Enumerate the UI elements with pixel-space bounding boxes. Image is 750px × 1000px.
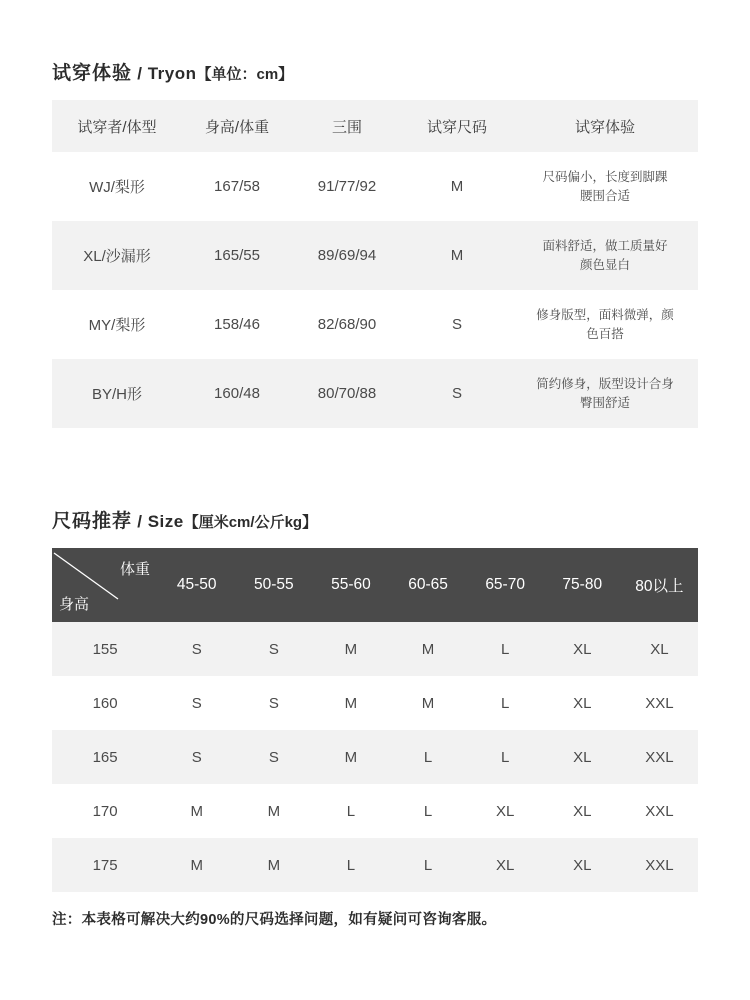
tryon-experience-table (52, 100, 698, 428)
size-cell: XL (544, 838, 621, 892)
tryon-heading-separator: / (132, 64, 148, 83)
size-cell: S (235, 676, 312, 730)
cell-measurements: 91/77/92 (292, 152, 402, 221)
weight-range-4: 65-70 (467, 548, 544, 622)
cell-experience: 简约修身，版型设计合身 臀围舒适 (512, 359, 698, 428)
cell-size: S (402, 359, 512, 428)
size-heading-en: Size (147, 512, 184, 531)
size-cell: L (389, 838, 466, 892)
cell-person: XL/沙漏形 (52, 221, 182, 290)
tryon-col-measurements: 三围 (292, 100, 402, 152)
size-table-header (52, 548, 698, 622)
height-label: 165 (52, 730, 158, 784)
size-cell: XL (544, 622, 621, 676)
cell-height-weight: 158/46 (182, 290, 292, 359)
size-cell: L (389, 784, 466, 838)
table-row (52, 676, 698, 730)
cell-height-weight: 165/55 (182, 221, 292, 290)
cell-measurements: 82/68/90 (292, 290, 402, 359)
weight-range-2: 55-60 (312, 548, 389, 622)
cell-measurements: 80/70/88 (292, 359, 402, 428)
weight-range-1: 50-55 (235, 548, 312, 622)
size-cell: S (235, 730, 312, 784)
corner-height-label: 身高 (59, 596, 90, 613)
size-cell: XL (544, 730, 621, 784)
height-label: 170 (52, 784, 158, 838)
corner-weight-label: 体重 (119, 561, 150, 578)
size-cell: XXL (621, 730, 698, 784)
size-cell: M (389, 676, 466, 730)
size-heading-cn: 尺码推荐 (52, 511, 133, 532)
cell-height-weight: 167/58 (182, 152, 292, 221)
cell-size: M (402, 221, 512, 290)
height-label: 175 (52, 838, 158, 892)
size-cell: XL (544, 784, 621, 838)
cell-experience: 修身版型，面料微弹，颜 色百搭 (512, 290, 698, 359)
weight-range-5: 75-80 (544, 548, 621, 622)
table-row (52, 290, 698, 359)
size-recommendation-table (52, 548, 698, 892)
tryon-table-body (52, 152, 698, 428)
size-cell: S (158, 730, 235, 784)
height-label: 155 (52, 622, 158, 676)
size-cell: M (158, 838, 235, 892)
table-row (52, 152, 698, 221)
size-cell: XL (467, 838, 544, 892)
size-cell: XL (544, 676, 621, 730)
cell-size: M (402, 152, 512, 221)
size-cell: M (235, 838, 312, 892)
size-cell: L (467, 730, 544, 784)
cell-size: S (402, 290, 512, 359)
tryon-heading-en: Tryon (147, 64, 197, 83)
size-cell: M (312, 622, 389, 676)
cell-height-weight: 160/48 (182, 359, 292, 428)
size-table-corner-cell (52, 548, 158, 622)
table-row (52, 838, 698, 892)
cell-person: BY/H形 (52, 359, 182, 428)
tryon-col-size: 试穿尺码 (402, 100, 512, 152)
size-cell: L (389, 730, 466, 784)
tryon-col-experience: 试穿体验 (512, 100, 698, 152)
size-cell: M (389, 622, 466, 676)
table-row (52, 359, 698, 428)
cell-experience: 面料舒适，做工质量好 颜色显白 (512, 221, 698, 290)
weight-range-3: 60-65 (389, 548, 466, 622)
tryon-section-heading (52, 58, 293, 85)
size-cell: XXL (621, 784, 698, 838)
size-cell: L (467, 676, 544, 730)
size-cell: S (158, 676, 235, 730)
cell-measurements: 89/69/94 (292, 221, 402, 290)
size-table-body (52, 622, 698, 892)
table-header-row (52, 100, 698, 152)
size-cell: L (312, 838, 389, 892)
tryon-table-header (52, 100, 698, 152)
cell-experience: 尺码偏小，长度到脚踝 腰围合适 (512, 152, 698, 221)
cell-person: MY/梨形 (52, 290, 182, 359)
size-cell: L (467, 622, 544, 676)
size-cell: XXL (621, 676, 698, 730)
size-cell: M (312, 730, 389, 784)
table-row (52, 784, 698, 838)
size-cell: M (235, 784, 312, 838)
table-row (52, 221, 698, 290)
table-row (52, 730, 698, 784)
size-cell: XL (621, 622, 698, 676)
size-cell: M (158, 784, 235, 838)
height-label: 160 (52, 676, 158, 730)
size-heading-unit: 【厘米cm/公斤kg】 (183, 514, 318, 531)
size-section-heading (52, 506, 317, 533)
size-cell: XXL (621, 838, 698, 892)
cell-person: WJ/梨形 (52, 152, 182, 221)
tryon-col-height-weight: 身高/体重 (182, 100, 292, 152)
size-cell: XL (467, 784, 544, 838)
size-cell: M (312, 676, 389, 730)
weight-range-6: 80以上 (621, 548, 698, 622)
tryon-heading-cn: 试穿体验 (52, 63, 133, 84)
table-row (52, 622, 698, 676)
tryon-col-person: 试穿者/体型 (52, 100, 182, 152)
size-cell: S (158, 622, 235, 676)
weight-range-0: 45-50 (158, 548, 235, 622)
size-heading-separator: / (132, 512, 148, 531)
size-table-note: 注：本表格可解决大约90%的尺码选择问题，如有疑问可咨询客服。 (52, 912, 497, 928)
size-cell: L (312, 784, 389, 838)
table-header-row (52, 548, 698, 622)
size-cell: S (235, 622, 312, 676)
tryon-heading-unit: 【单位：cm】 (196, 66, 294, 83)
